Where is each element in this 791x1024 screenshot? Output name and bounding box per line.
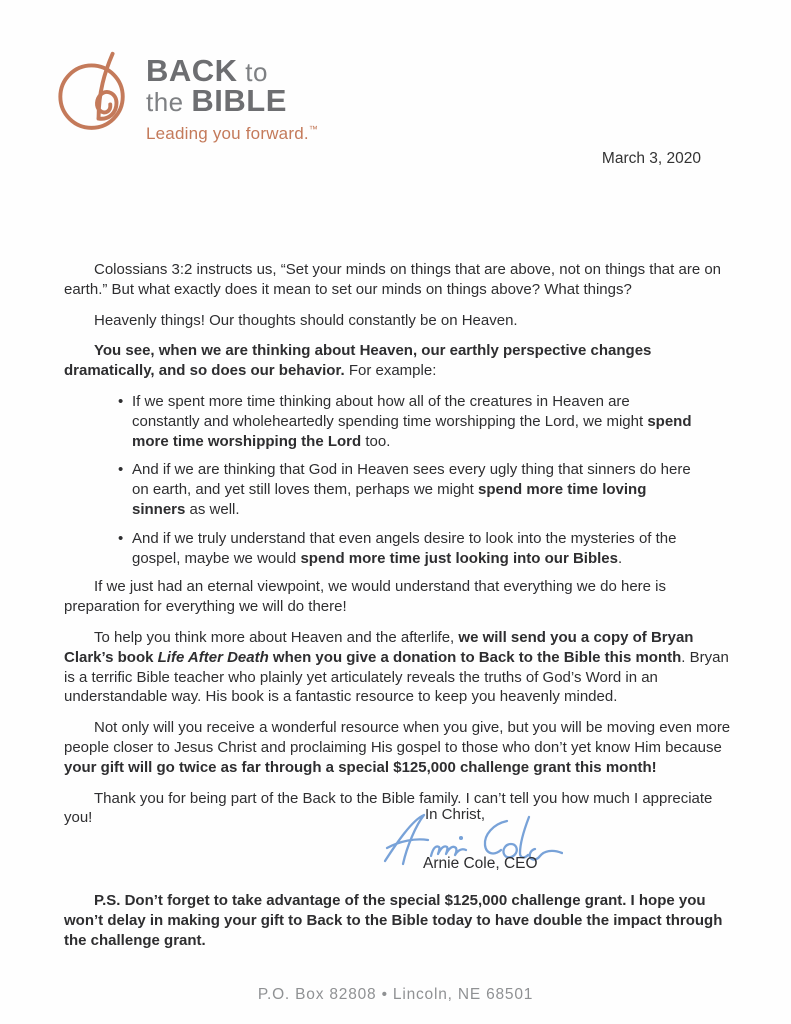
wordmark-to: to bbox=[237, 57, 268, 87]
wordmark-line-2 bbox=[146, 83, 318, 119]
paragraph bbox=[64, 311, 731, 331]
text-run: Not only will you receive a wonderful resource when you give, but you will be moving even more people closer to Jesus Christ and proclaiming His gospel to those who don’t yet know Him because bbox=[64, 719, 731, 756]
paragraph bbox=[64, 341, 731, 381]
text-run: Life After Death bbox=[157, 648, 269, 666]
text-run: your gift will go twice as far through a special $125,000 challenge grant this month! bbox=[64, 758, 657, 776]
letterhead bbox=[58, 50, 318, 144]
brand-wordmark bbox=[146, 50, 318, 144]
text-run: when you give a donation to Back to the Bible this month bbox=[268, 648, 682, 666]
text-run: Heavenly things! Our thoughts should constantly be on Heaven. bbox=[94, 311, 518, 329]
paragraph bbox=[64, 577, 731, 617]
text-run: spend more time just looking into our Bibles bbox=[300, 549, 618, 567]
text-run: If we just had an eternal viewpoint, we would understand that everything we do here is preparation for everything we will do there! bbox=[64, 578, 667, 616]
trademark-symbol: ™ bbox=[308, 123, 318, 134]
wordmark-bible: BIBLE bbox=[191, 83, 287, 119]
text-run: Thank you for being part of the Back to the Bible family. I can’t tell you how much I appreciate you! bbox=[64, 789, 713, 827]
bullet-item bbox=[118, 529, 695, 569]
tagline-text: Leading you forward. bbox=[146, 123, 309, 143]
text-run: as well. bbox=[185, 500, 240, 518]
footer-address: P.O. Box 82808 • Lincoln, NE 68501 bbox=[257, 986, 534, 1003]
bullet-item bbox=[118, 392, 695, 451]
closing-block bbox=[0, 806, 791, 873]
text-run: spend more time worshipping the Lord bbox=[132, 412, 692, 450]
bullet-item bbox=[118, 460, 695, 519]
bullet-text bbox=[132, 460, 695, 519]
text-run: If we spent more time thinking about how all of the creatures in Heaven are constantly and wholeheartedly spending time worshipping the Lord, we might bbox=[132, 392, 648, 430]
text-run: And if we truly understand that even angels desire to look into the mysteries of the gospel, maybe we would bbox=[132, 529, 677, 567]
bullet-marker-icon: • bbox=[118, 529, 124, 547]
letter-date: March 3, 2020 bbox=[601, 150, 701, 167]
text-run: For example: bbox=[344, 362, 437, 380]
wordmark-back: BACK bbox=[146, 53, 238, 88]
wordmark-line-1 bbox=[146, 53, 318, 88]
text-run: To help you think more about Heaven and the afterlife, bbox=[94, 628, 459, 646]
letter-body bbox=[64, 260, 731, 839]
signer-name-title: Arnie Cole, CEO bbox=[423, 855, 538, 872]
brand-logo-b-circle-icon bbox=[58, 50, 136, 134]
text-run: spend more time loving sinners bbox=[132, 481, 647, 518]
text-run: we will send you a copy of Bryan Clark’s book bbox=[64, 628, 694, 666]
text-run: Colossians 3:2 instructs us, “Set your minds on things that are above, not on things that are on earth.” But what exactly does it mean to set our minds on things above? What things? bbox=[64, 261, 722, 298]
text-run: And if we are thinking that God in Heaven sees every ugly thing that sinners do here on earth, and yet still loves them, perhaps we might bbox=[132, 461, 691, 499]
text-run: . bbox=[617, 549, 623, 567]
closing-salutation: In Christ, bbox=[425, 806, 486, 823]
paragraph bbox=[64, 718, 731, 777]
paragraph bbox=[64, 260, 731, 300]
paragraph bbox=[64, 628, 731, 707]
text-run: too. bbox=[361, 432, 391, 450]
wordmark-the: the bbox=[146, 87, 192, 118]
text-run: . Bryan is a terrific Bible teacher who plainly yet articulately reveals the truths of God’s Word in an understandable way. His book is a fantastic resource to keep you heavenly minded. bbox=[64, 648, 729, 706]
bullet-marker-icon: • bbox=[118, 392, 124, 410]
bullet-marker-icon: • bbox=[118, 461, 124, 479]
brand-tagline bbox=[146, 124, 318, 144]
text-run: You see, when we are thinking about Heaven, our earthly perspective changes dramatically, and so does our behavior. bbox=[64, 342, 652, 380]
bullet-text bbox=[132, 529, 695, 569]
bullet-text bbox=[132, 392, 695, 451]
postscript: P.S. Don’t forget to take advantage of the special $125,000 challenge grant. I hope you won’t delay in making your gift to Back to the Bible today to have double the impact through the challenge grant. bbox=[64, 892, 723, 949]
